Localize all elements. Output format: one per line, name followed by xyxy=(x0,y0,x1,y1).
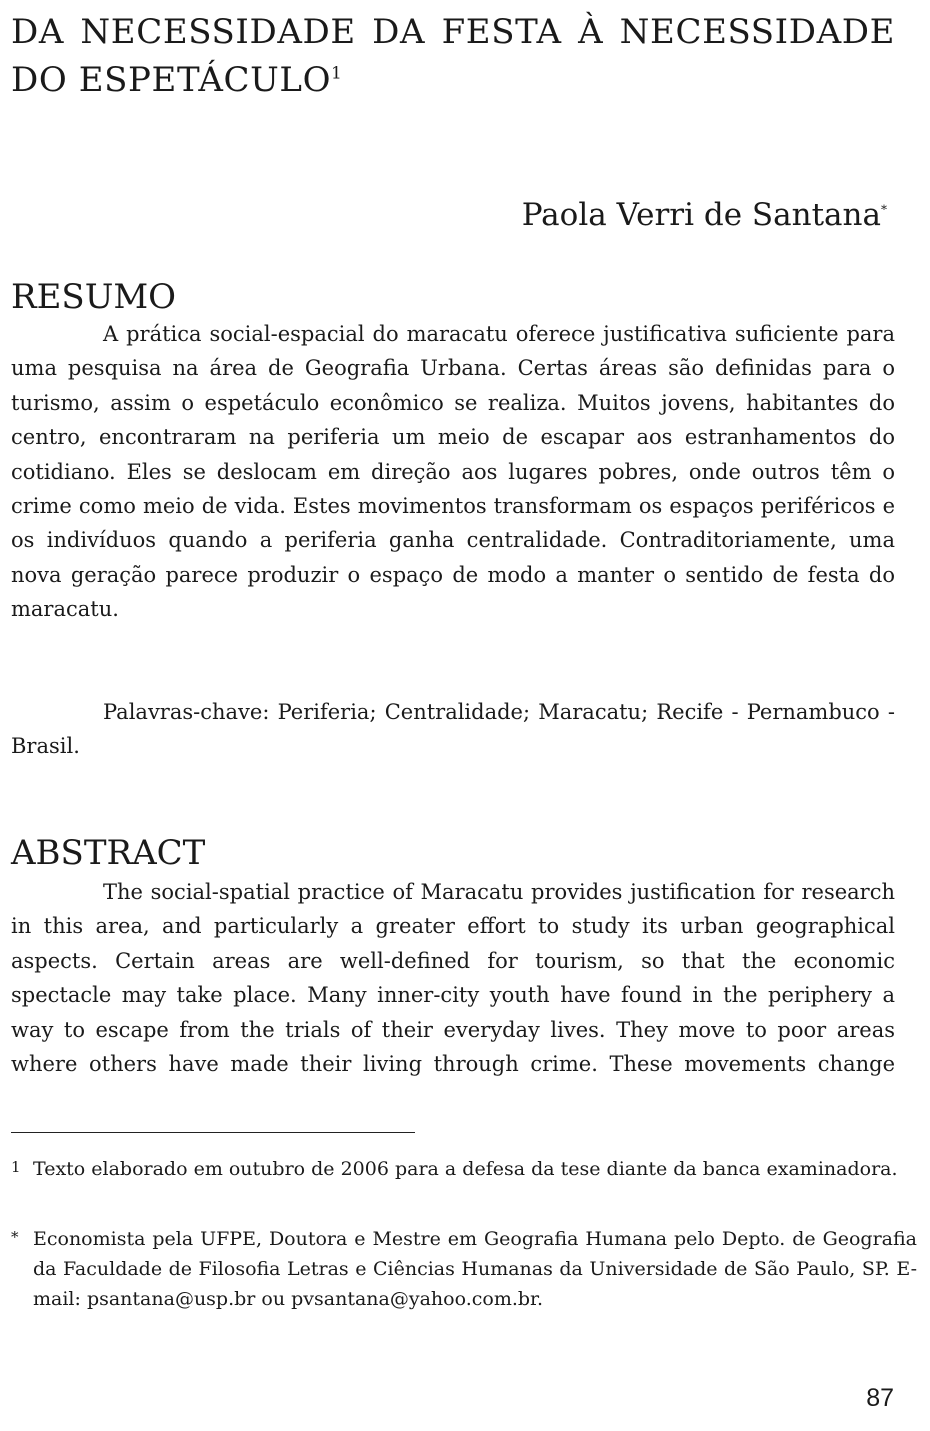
title-footnote-marker: 1 xyxy=(331,63,343,84)
resumo-heading: RESUMO xyxy=(11,277,177,317)
footnote-1-marker: 1 xyxy=(11,1158,21,1176)
footnote-1 xyxy=(11,1152,917,1184)
abstract-heading: ABSTRACT xyxy=(11,833,206,873)
footnote-2 xyxy=(11,1222,917,1314)
author-footnote-marker: * xyxy=(881,202,887,217)
footnote-1-text: Texto elaborado em outubro de 2006 para a defesa da tese diante da banca examinadora. xyxy=(33,1158,898,1180)
page-number: 87 xyxy=(866,1384,894,1412)
resumo-paragraph: A prática social-espacial do maracatu oferece justificativa suficiente para uma pesquisa na área de Geografia Urbana. Certas áreas são definidas para o turismo, assim o espetáculo econômico se realiza. Muitos jovens, habitantes do centro, encontraram na periferia um meio de escapar aos estranhamentos do cotidiano. Eles se deslocam em direção aos lugares pobres, onde outros têm o crime como meio de vida. Estes movimentos transformam os espaços periféricos e os indivíduos quando a periferia ganha centralidade. Contraditoriamente, uma nova geração parece produzir o espaço de modo a manter o sentido de festa do maracatu. xyxy=(11,322,895,622)
author-name xyxy=(522,195,887,235)
footnote-2-text: Economista pela UFPE, Doutora e Mestre em Geografia Humana pelo Depto. de Geografia da Faculdade de Filosofia Letras e Ciências Humanas da Universidade de São Paulo, SP. E-mail: psantana@usp.br ou pvsantana@yahoo.com.br. xyxy=(33,1228,917,1310)
article-title xyxy=(11,8,895,104)
footnote-separator xyxy=(11,1132,415,1133)
abstract-paragraph: The social-spatial practice of Maracatu provides justification for research in this area, and particularly a greater effort to study its urban geographical aspects. Certain areas are well-defined for tourism, so that the economic spectacle may take place. Many inner-city youth have found in the periphery a way to escape from the trials of their everyday lives. They move to poor areas where others have made their living through crime. These movements change xyxy=(11,880,895,1077)
footnote-2-marker: * xyxy=(11,1228,19,1246)
keywords-paragraph: Palavras-chave: Periferia; Centralidade; Maracatu; Recife - Pernambuco - Brasil. xyxy=(11,700,895,759)
author-name-text: Paola Verri de Santana xyxy=(521,197,881,233)
article-title-text: DA NECESSIDADE DA FESTA À NECESSIDADE DO ESPETÁCULO xyxy=(11,12,895,100)
